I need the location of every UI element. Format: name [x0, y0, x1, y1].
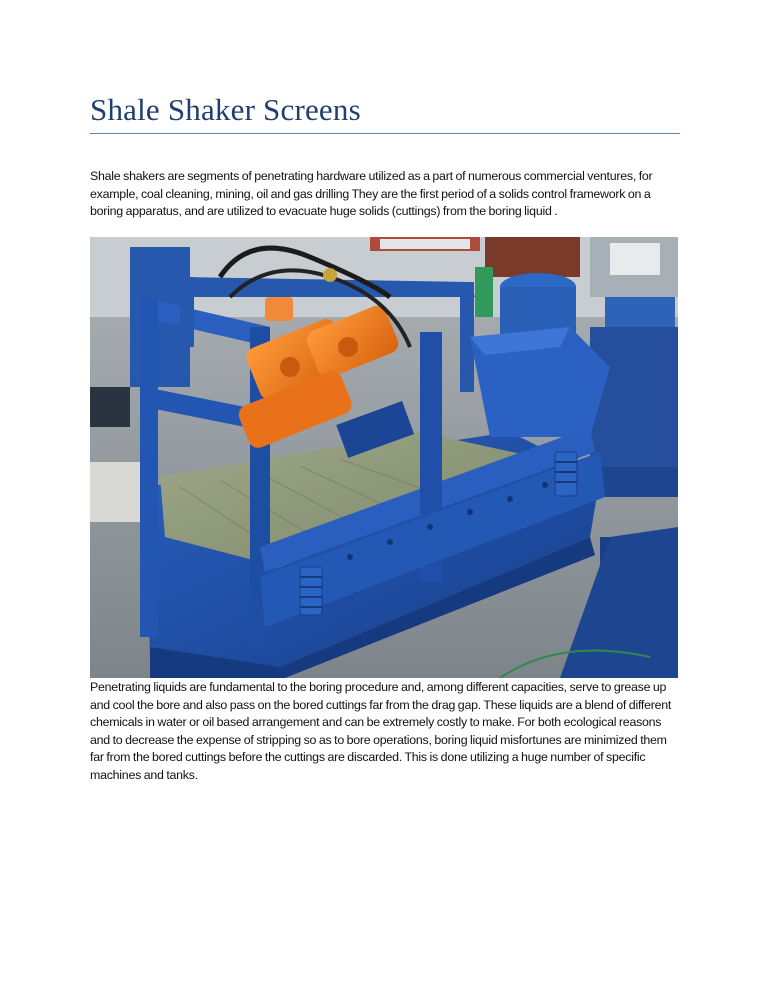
intro-paragraph: Shale shakers are segments of penetrating hardware utilized as a part of numerous commercial ventures, for example, coal cleaning, mining, oil and gas drilling They are the first period of a solids control framework on a boring apparatus, and are utilized to evacuate huge solids (cuttings) from the boring liquid . — [90, 169, 653, 219]
body-paragraph: Penetrating liquids are fundamental to the boring procedure and, among different capacities, serve to grease up and cool the bore and also pass on the bored cuttings far from the drag gap. These liquids are a blend of different chemicals in water or oil based arrangement and can be extremely costly to make. For both ecological reasons and to decrease the expense of stripping so as to bore operations, boring liquid misfortunes are minimized them far from the bored cuttings before the cuttings are discarded. This is done utilizing a huge number of specific machines and tanks. — [90, 680, 672, 782]
page-title: Shale Shaker Screens — [90, 92, 361, 127]
shale-shaker-photo — [90, 237, 678, 678]
title-divider — [90, 133, 680, 134]
